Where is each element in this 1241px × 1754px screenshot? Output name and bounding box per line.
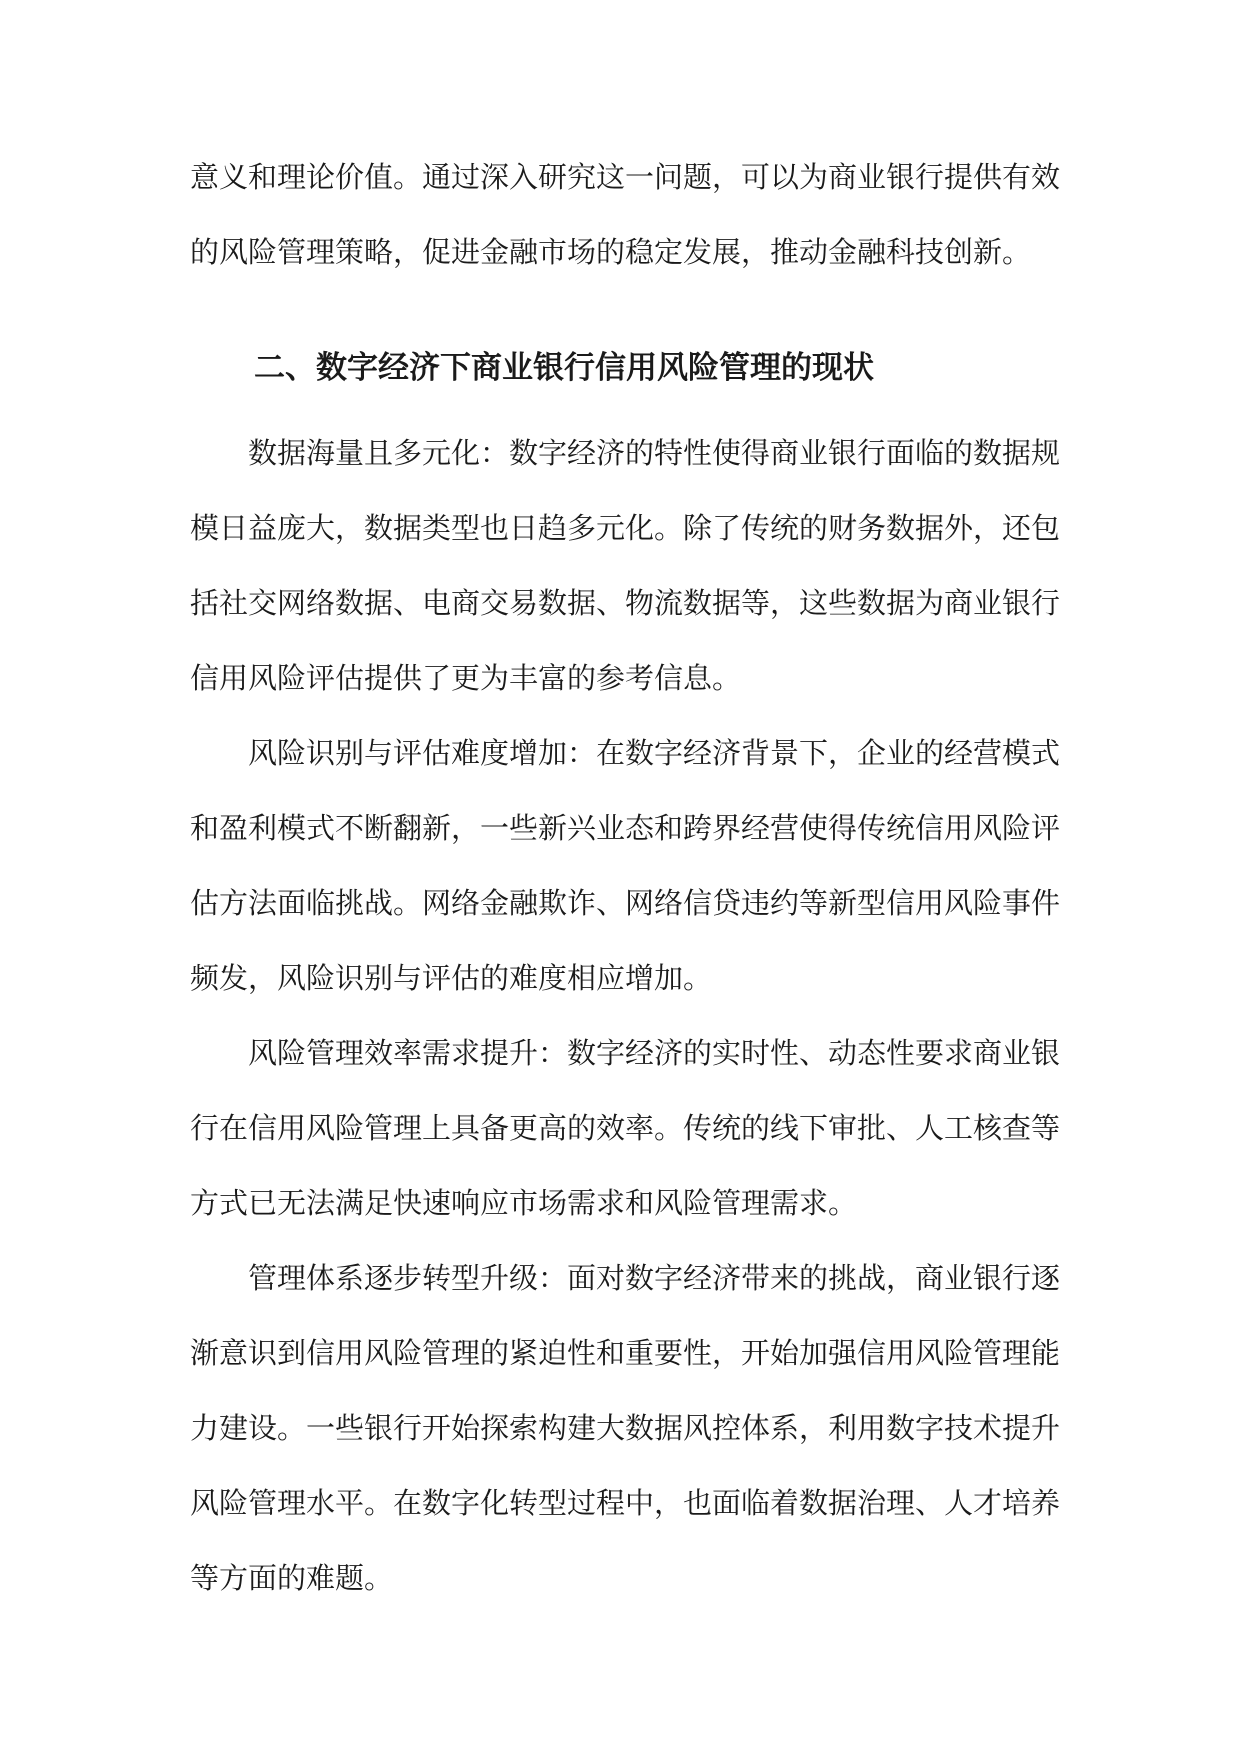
text-line: 风险管理水平。在数字化转型过程中，也面临着数据治理、人才培养	[190, 1486, 1061, 1520]
text-line: 行在信用风险管理上具备更高的效率。传统的线下审批、人工核查等	[190, 1111, 1061, 1145]
page-content	[190, 140, 1061, 1616]
paragraph-risk-identification	[190, 716, 1061, 1016]
intro-paragraph	[190, 140, 1061, 290]
text-line: 方式已无法满足快速响应市场需求和风险管理需求。	[190, 1186, 858, 1220]
text-line: 信用风险评估提供了更为丰富的参考信息。	[190, 661, 742, 695]
text-line: 括社交网络数据、电商交易数据、物流数据等，这些数据为商业银行	[190, 586, 1061, 620]
paragraph-transformation	[190, 1241, 1061, 1616]
text-line: 管理体系逐步转型升级：面对数字经济带来的挑战，商业银行逐	[248, 1261, 1061, 1295]
paragraph-efficiency	[190, 1016, 1061, 1241]
text-line: 频发，风险识别与评估的难度相应增加。	[190, 961, 713, 995]
text-line: 的风险管理策略，促进金融市场的稳定发展，推动金融科技创新。	[190, 235, 1032, 269]
text-line: 风险管理效率需求提升：数字经济的实时性、动态性要求商业银	[248, 1036, 1061, 1070]
text-line: 渐意识到信用风险管理的紧迫性和重要性，开始加强信用风险管理能	[190, 1336, 1061, 1370]
text-line: 意义和理论价值。通过深入研究这一问题，可以为商业银行提供有效	[190, 160, 1061, 194]
text-line: 模日益庞大，数据类型也日趋多元化。除了传统的财务数据外，还包	[190, 511, 1061, 545]
section-heading: 二、数字经济下商业银行信用风险管理的现状	[254, 350, 874, 386]
paragraph-data-volume	[190, 416, 1061, 716]
text-line: 风险识别与评估难度增加：在数字经济背景下，企业的经营模式	[248, 736, 1061, 770]
text-line: 和盈利模式不断翻新，一些新兴业态和跨界经营使得传统信用风险评	[190, 811, 1061, 845]
text-line: 估方法面临挑战。网络金融欺诈、网络信贷违约等新型信用风险事件	[190, 886, 1061, 920]
text-line: 力建设。一些银行开始探索构建大数据风控体系，利用数字技术提升	[190, 1411, 1061, 1445]
text-line: 等方面的难题。	[190, 1561, 394, 1595]
text-line: 数据海量且多元化：数字经济的特性使得商业银行面临的数据规	[248, 436, 1061, 470]
